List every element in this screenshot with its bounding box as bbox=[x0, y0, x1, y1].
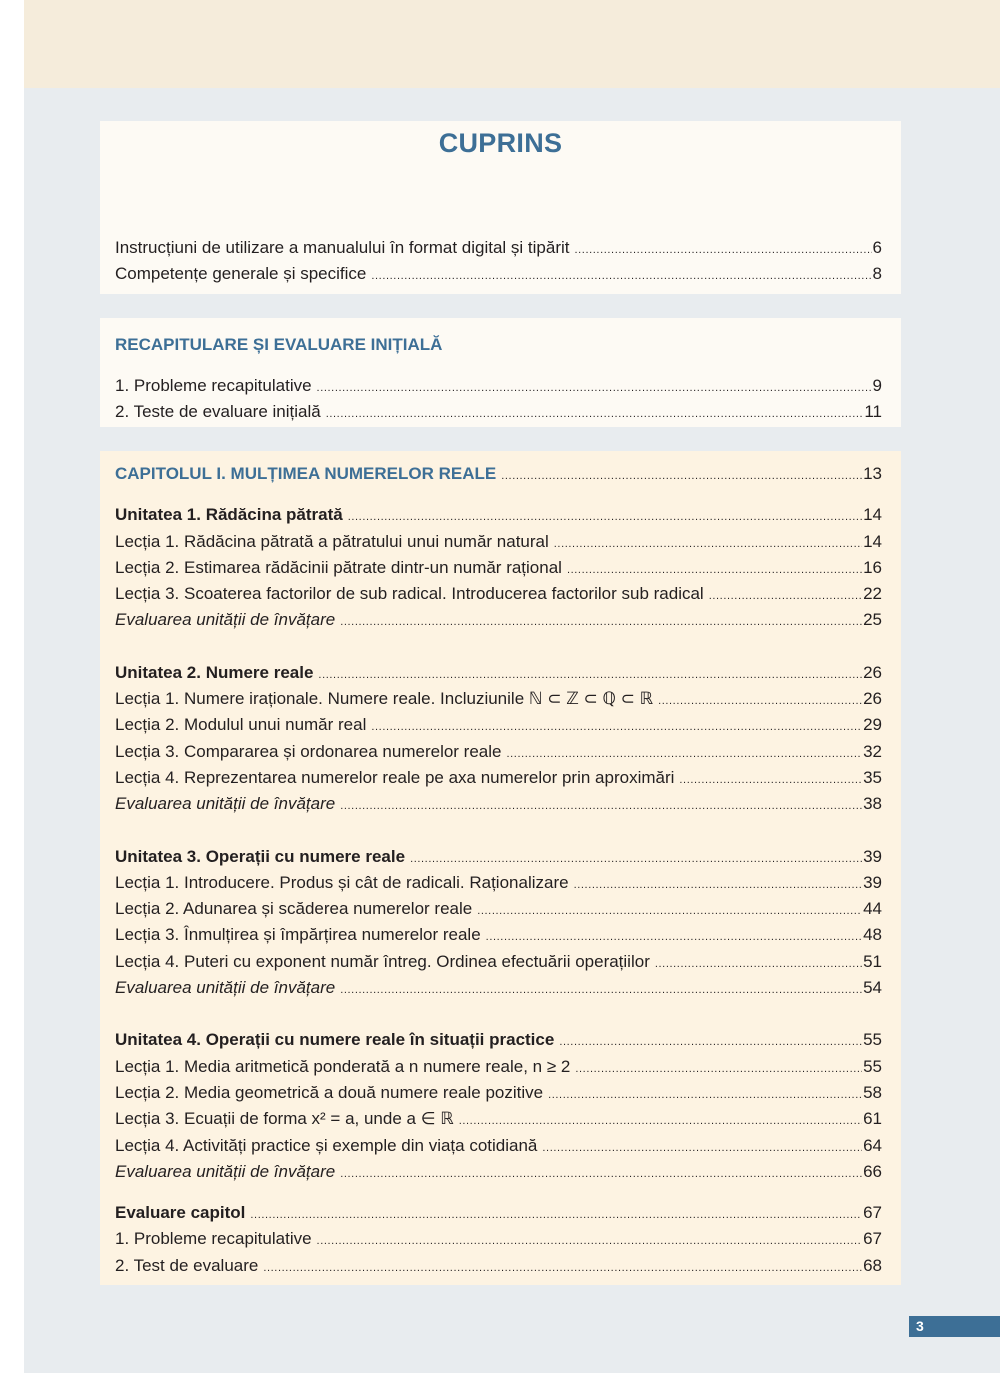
leader-dots bbox=[486, 924, 862, 950]
leader-dots bbox=[501, 463, 862, 489]
toc-page: 58 bbox=[863, 1082, 882, 1102]
toc-page: 29 bbox=[863, 715, 882, 735]
page-title: CUPRINS bbox=[438, 128, 563, 158]
unit-title: Unitatea 2. Numere reale bbox=[115, 662, 314, 682]
intro-list bbox=[100, 121, 901, 294]
toc-row[interactable] bbox=[115, 399, 882, 425]
toc-page: 48 bbox=[863, 925, 882, 945]
toc-page: 66 bbox=[863, 1161, 882, 1181]
toc-page: 11 bbox=[864, 402, 882, 422]
leader-dots bbox=[326, 401, 864, 427]
evaluation-label: Evaluarea unității de învățare bbox=[115, 1161, 336, 1181]
lesson-row[interactable] bbox=[115, 949, 882, 975]
lesson-row[interactable] bbox=[115, 870, 882, 896]
toc-label: 2. Teste de evaluare inițială bbox=[115, 402, 321, 422]
recap-panel bbox=[100, 318, 901, 427]
evaluation-label: Evaluarea unității de învățare bbox=[115, 794, 336, 814]
lesson-label: Lecția 3. Scoaterea factorilor de sub radical. Introducerea factorilor sub radical bbox=[115, 584, 704, 604]
unit-title: Unitatea 3. Operații cu numere reale bbox=[115, 846, 406, 866]
unit-row[interactable] bbox=[115, 1027, 882, 1053]
toc-page: 51 bbox=[863, 951, 882, 971]
lesson-label: Lecția 2. Estimarea rădăcinii pătrate dintr-un număr rațional bbox=[115, 557, 562, 577]
toc-page: 22 bbox=[863, 584, 882, 604]
toc-page: 14 bbox=[863, 505, 882, 525]
leader-dots bbox=[348, 504, 862, 530]
lesson-label: Lecția 2. Media geometrică a două numere reale pozitive bbox=[115, 1082, 544, 1102]
chapter-panel bbox=[100, 451, 901, 1285]
toc-page: 55 bbox=[863, 1056, 882, 1076]
lesson-label: Lecția 4. Reprezentarea numerelor reale pe axa numerelor prin aproximări bbox=[115, 767, 675, 787]
leader-dots bbox=[318, 662, 862, 688]
toc-page: 13 bbox=[863, 464, 882, 483]
toc-page: 67 bbox=[863, 1203, 882, 1223]
leader-dots bbox=[709, 583, 862, 609]
lesson-row[interactable] bbox=[115, 686, 882, 712]
unit-row[interactable] bbox=[115, 502, 882, 528]
lesson-row[interactable] bbox=[115, 1253, 882, 1279]
leader-dots bbox=[371, 714, 862, 740]
lesson-label: Lecția 3. Ecuații de forma x² = a, unde a ∈ ℝ bbox=[115, 1109, 454, 1129]
toc-page: 26 bbox=[863, 689, 882, 709]
leader-dots bbox=[679, 767, 862, 793]
leader-dots bbox=[317, 375, 872, 401]
toc-page: 38 bbox=[863, 794, 882, 814]
toc-page: 39 bbox=[863, 872, 882, 892]
chapter-heading: CAPITOLUL I. MULȚIMEA NUMERELOR REALE bbox=[115, 464, 497, 483]
leader-dots bbox=[459, 1108, 862, 1134]
leader-dots bbox=[263, 1255, 862, 1281]
leader-dots bbox=[506, 741, 862, 767]
page-number: 3 bbox=[909, 1316, 1000, 1337]
leader-dots bbox=[371, 263, 871, 289]
leader-dots bbox=[340, 793, 862, 819]
leader-dots bbox=[340, 977, 862, 1003]
leader-dots bbox=[317, 1228, 863, 1254]
evaluation-row[interactable] bbox=[115, 607, 882, 633]
toc-row[interactable] bbox=[115, 235, 882, 261]
toc-row[interactable] bbox=[115, 373, 882, 399]
toc-page: 9 bbox=[872, 376, 882, 395]
toc-label: Competențe generale și specifice bbox=[115, 264, 367, 284]
unit-title: Unitatea 1. Rădăcina pătrată bbox=[115, 505, 343, 525]
leader-dots bbox=[554, 531, 862, 557]
lesson-row[interactable] bbox=[115, 765, 882, 791]
leader-dots bbox=[410, 846, 862, 872]
evaluation-row[interactable] bbox=[115, 791, 882, 817]
lesson-row[interactable] bbox=[115, 1106, 882, 1132]
evaluation-label: Evaluarea unității de învățare bbox=[115, 610, 336, 630]
leader-dots bbox=[542, 1135, 862, 1161]
toc-page: 54 bbox=[863, 978, 882, 998]
toc-page: 14 bbox=[863, 531, 882, 551]
lesson-label: Lecția 1. Media aritmetică ponderată a n numere reale, n ≥ 2 bbox=[115, 1056, 571, 1076]
leader-dots bbox=[575, 237, 872, 263]
toc-page: 68 bbox=[863, 1255, 882, 1275]
leader-dots bbox=[655, 951, 862, 977]
toc-page: 35 bbox=[863, 767, 882, 787]
lesson-row[interactable] bbox=[115, 555, 882, 581]
lesson-row[interactable] bbox=[115, 896, 882, 922]
lesson-label: Lecția 1. Numere iraționale. Numere reale. Incluziunile ℕ ⊂ ℤ ⊂ ℚ ⊂ ℝ bbox=[115, 689, 654, 709]
lesson-label: Lecția 4. Puteri cu exponent număr întreg. Ordinea efectuării operațiilor bbox=[115, 951, 650, 971]
unit-row[interactable] bbox=[115, 1200, 882, 1226]
lesson-row[interactable] bbox=[115, 712, 882, 738]
evaluation-row[interactable] bbox=[115, 1159, 882, 1185]
lesson-label: Lecția 3. Înmulțirea și împărțirea numerelor reale bbox=[115, 925, 481, 945]
toc-page: 67 bbox=[863, 1229, 882, 1249]
toc-page: 32 bbox=[863, 741, 882, 761]
lesson-row[interactable] bbox=[115, 1054, 882, 1080]
lesson-label: Lecția 2. Adunarea și scăderea numerelor reale bbox=[115, 899, 473, 919]
lesson-label: Lecția 3. Compararea și ordonarea numerelor reale bbox=[115, 741, 502, 761]
unit-title: Evaluare capitol bbox=[115, 1203, 246, 1223]
toc-page: 64 bbox=[863, 1135, 882, 1155]
lesson-row[interactable] bbox=[115, 739, 882, 765]
lesson-row[interactable] bbox=[115, 529, 882, 555]
lesson-label: 2. Test de evaluare bbox=[115, 1255, 259, 1275]
lesson-row[interactable] bbox=[115, 1133, 882, 1159]
toc-page: 39 bbox=[863, 846, 882, 866]
lesson-label: Lecția 1. Introducere. Produs și cât de radicali. Raționalizare bbox=[115, 872, 569, 892]
toc-page: 6 bbox=[872, 238, 882, 257]
toc-page: 55 bbox=[863, 1030, 882, 1050]
leader-dots bbox=[340, 609, 862, 635]
evaluation-label: Evaluarea unității de învățare bbox=[115, 978, 336, 998]
evaluation-row[interactable] bbox=[115, 975, 882, 1001]
leader-dots bbox=[340, 1161, 862, 1187]
toc-page: 16 bbox=[863, 557, 882, 577]
lesson-row[interactable] bbox=[115, 581, 882, 607]
leader-dots bbox=[658, 688, 862, 714]
toc-page: 8 bbox=[872, 264, 882, 284]
lesson-label: 1. Probleme recapitulative bbox=[115, 1229, 312, 1249]
leader-dots bbox=[477, 898, 862, 924]
unit-row[interactable] bbox=[115, 844, 882, 870]
toc-label: Instrucțiuni de utilizare a manualului în format digital și tipărit bbox=[115, 238, 570, 257]
toc-label: 1. Probleme recapitulative bbox=[115, 376, 312, 395]
lesson-label: Lecția 1. Rădăcina pătrată a pătratului unui număr natural bbox=[115, 531, 549, 551]
toc-page: 61 bbox=[863, 1109, 882, 1129]
lesson-row[interactable] bbox=[115, 922, 882, 948]
toc-page: 44 bbox=[863, 899, 882, 919]
toc-page: 26 bbox=[863, 662, 882, 682]
leader-dots bbox=[548, 1082, 862, 1108]
leader-dots bbox=[574, 872, 863, 898]
leader-dots bbox=[559, 1029, 862, 1055]
recap-heading: RECAPITULARE ȘI EVALUARE INIȚIALĂ bbox=[115, 335, 443, 354]
top-band bbox=[24, 0, 1000, 88]
lesson-label: Lecția 4. Activități practice și exemple din viața cotidiană bbox=[115, 1135, 538, 1155]
toc-page: 25 bbox=[863, 610, 882, 630]
leader-dots bbox=[250, 1202, 862, 1228]
unit-title: Unitatea 4. Operații cu numere reale în situații practice bbox=[115, 1030, 555, 1050]
toc-row[interactable] bbox=[115, 261, 882, 287]
leader-dots bbox=[567, 557, 862, 583]
chapter-heading-row[interactable] bbox=[115, 461, 882, 487]
lesson-label: Lecția 2. Modulul unui număr real bbox=[115, 715, 367, 735]
leader-dots bbox=[575, 1056, 862, 1082]
lesson-row[interactable] bbox=[115, 1226, 882, 1252]
unit-row[interactable] bbox=[115, 660, 882, 686]
lesson-row[interactable] bbox=[115, 1080, 882, 1106]
